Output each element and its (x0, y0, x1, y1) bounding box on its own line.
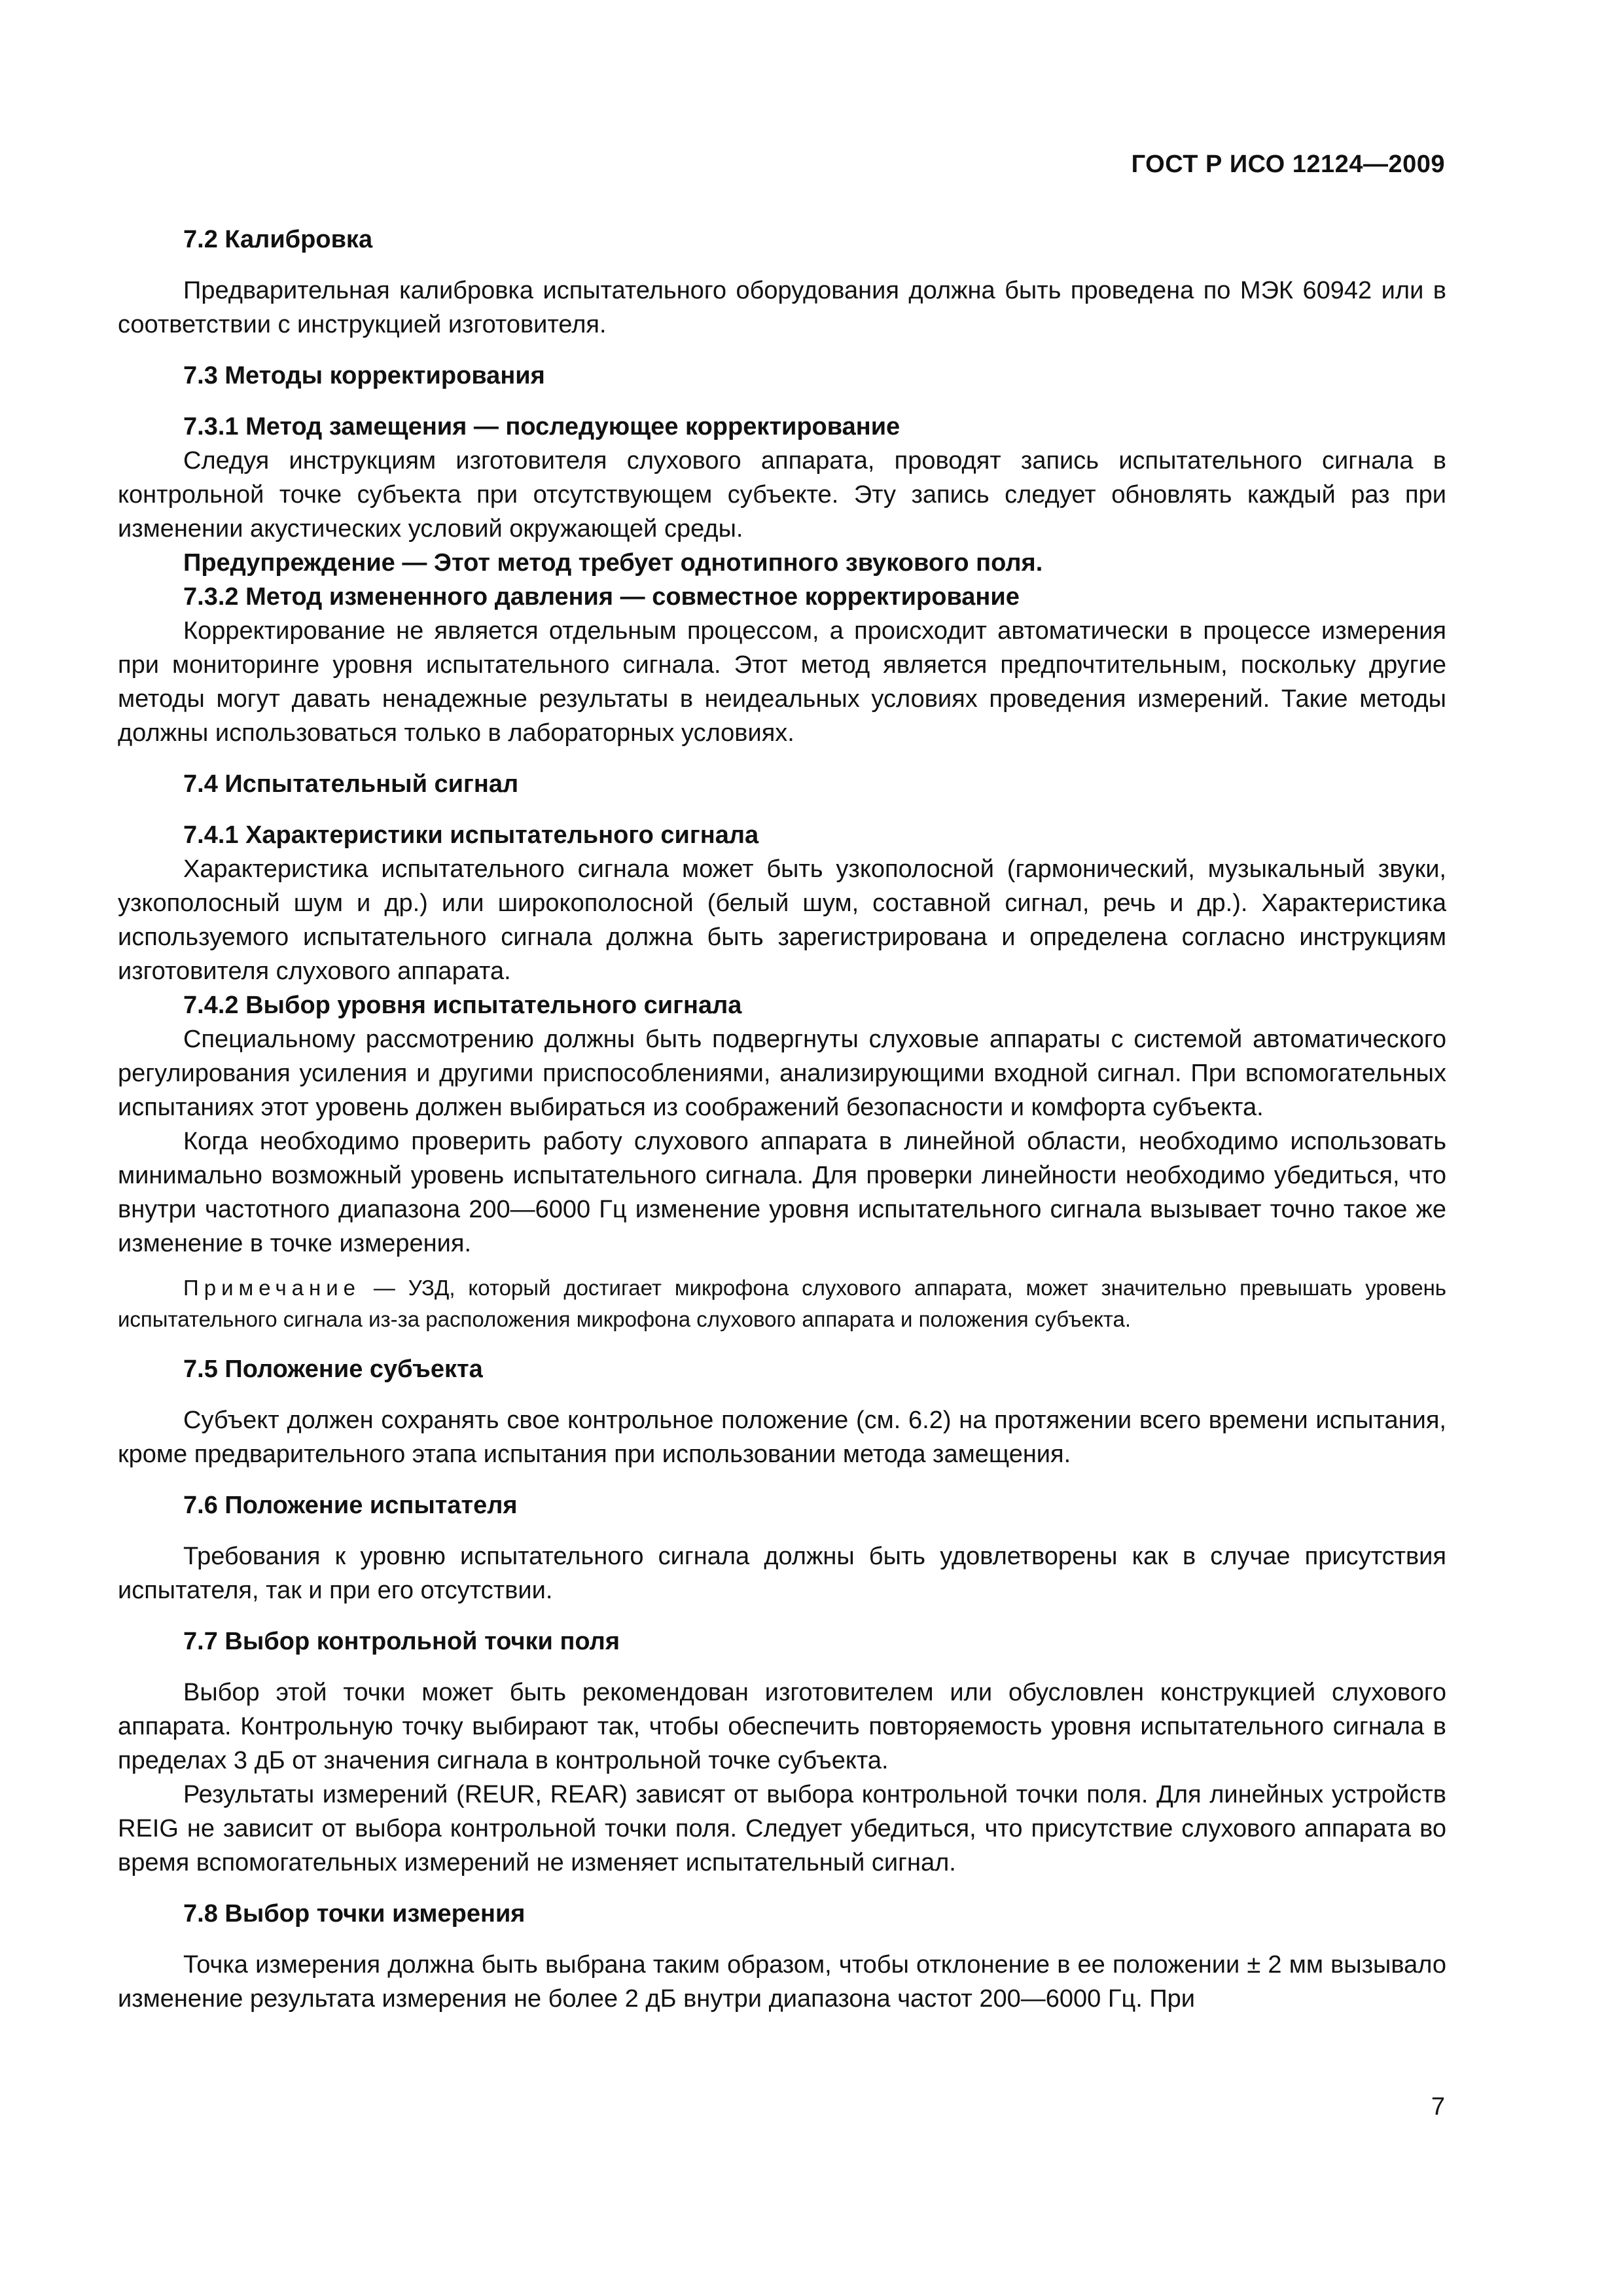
section-7-7-paragraph-2: Результаты измерений (REUR, REAR) зависят от выбора контрольной точки поля. Для линейных устройств REIG не зависит от выбора контрольной точки поля. Следует убедиться, что присутствие слухового аппарата во время вспомогательных измерений не изменяет испытательный сигнал. (118, 1781, 1446, 1876)
section-7-3-1-title: 7.3.1 Метод замещения — последующее корректирование (183, 413, 901, 440)
document-code-header: ГОСТ Р ИСО 12124—2009 (1131, 151, 1445, 178)
section-7-3-2-title: 7.3.2 Метод измененного давления — совместное корректирование (183, 583, 1020, 611)
section-7-2-title: 7.2 Калибровка (183, 226, 373, 253)
section-7-7-title: 7.7 Выбор контрольной точки поля (183, 1628, 620, 1655)
section-7-6-title: 7.6 Положение испытателя (183, 1492, 518, 1519)
section-7-4-title: 7.4 Испытательный сигнал (183, 770, 519, 798)
document-body (118, 223, 1446, 2016)
section-7-3-1-warning: Предупреждение — Этот метод требует однотипного звукового поля. (183, 549, 1043, 577)
section-7-5-paragraph: Субъект должен сохранять свое контрольное положение (см. 6.2) на протяжении всего времени испытания, кроме предварительного этапа испытания при использовании метода замещения. (118, 1407, 1446, 1468)
section-7-4-2-title: 7.4.2 Выбор уровня испытательного сигнала (183, 992, 742, 1019)
section-7-4-1-title: 7.4.1 Характеристики испытательного сигнала (183, 821, 759, 849)
note-text: — УЗД, который достигает микрофона слухового аппарата, может значительно превышать уровень испытательного сигнала из-за расположения микрофона слухового аппарата и положения субъекта. (118, 1276, 1446, 1331)
note (118, 1272, 1446, 1335)
section-7-4-1-paragraph: Характеристика испытательного сигнала может быть узкополосной (гармонический, музыкальный звуки, узкополосный шум и др.) или широкополосной (белый шум, составной сигнал, речь и др.). Характеристика используемого испытательного сигнала должна быть зарегистрирована и определена согласно инструкциям изготовителя слухового аппарата. (118, 855, 1446, 985)
section-7-4-2-paragraph-2: Когда необходимо проверить работу слухового аппарата в линейной области, необходимо использовать минимально возможный уровень испытательного сигнала. Для проверки линейности необходимо убедиться, что внутри частотного диапазона 200—6000 Гц изменение уровня испытательного сигнала вызывает точно такое же изменение в точке измерения. (118, 1128, 1446, 1257)
section-7-4-2-paragraph-1: Специальному рассмотрению должны быть подвергнуты слуховые аппараты с системой автоматического регулирования усиления и другими приспособлениями, анализирующими входной сигнал. При вспомогательных испытаниях этот уровень должен выбираться из соображений безопасности и комфорта субъекта. (118, 1026, 1446, 1121)
section-7-2-paragraph: Предварительная калибровка испытательного оборудования должна быть проведена по МЭК 60942 или в соответствии с инструкцией изготовителя. (118, 277, 1446, 338)
section-7-3-2-paragraph: Корректирование не является отдельным процессом, а происходит автоматически в процессе измерения при мониторинге уровня испытательного сигнала. Этот метод является предпочтительным, поскольку другие методы могут давать ненадежные результаты в неидеальных условиях проведения измерений. Такие методы должны использоваться только в лабораторных условиях. (118, 617, 1446, 747)
section-7-6-paragraph: Требования к уровню испытательного сигнала должны быть удовлетворены как в случае присутствия испытателя, так и при его отсутствии. (118, 1543, 1446, 1604)
section-7-8-title: 7.8 Выбор точки измерения (183, 1900, 526, 1928)
section-7-5-title: 7.5 Положение субъекта (183, 1355, 483, 1383)
note-label: Примечание (183, 1276, 361, 1300)
section-7-7-paragraph-1: Выбор этой точки может быть рекомендован изготовителем или обусловлен конструкцией слухового аппарата. Контрольную точку выбирают так, чтобы обеспечить повторяемость уровня испытательного сигнала в пределах 3 дБ от значения сигнала в контрольной точке субъекта. (118, 1679, 1446, 1774)
section-7-3-1-paragraph: Следуя инструкциям изготовителя слухового аппарата, проводят запись испытательного сигнала в контрольной точке субъекта при отсутствующем субъекте. Эту запись следует обновлять каждый раз при изменении акустических условий окружающей среды. (118, 447, 1446, 543)
section-7-8-paragraph: Точка измерения должна быть выбрана таким образом, чтобы отклонение в ее положении ± 2 мм вызывало изменение результата измерения не более 2 дБ внутри диапазона частот 200—6000 Гц. При (118, 1951, 1446, 2013)
section-7-3-title: 7.3 Методы корректирования (183, 362, 545, 389)
page-number: 7 (1431, 2093, 1445, 2121)
